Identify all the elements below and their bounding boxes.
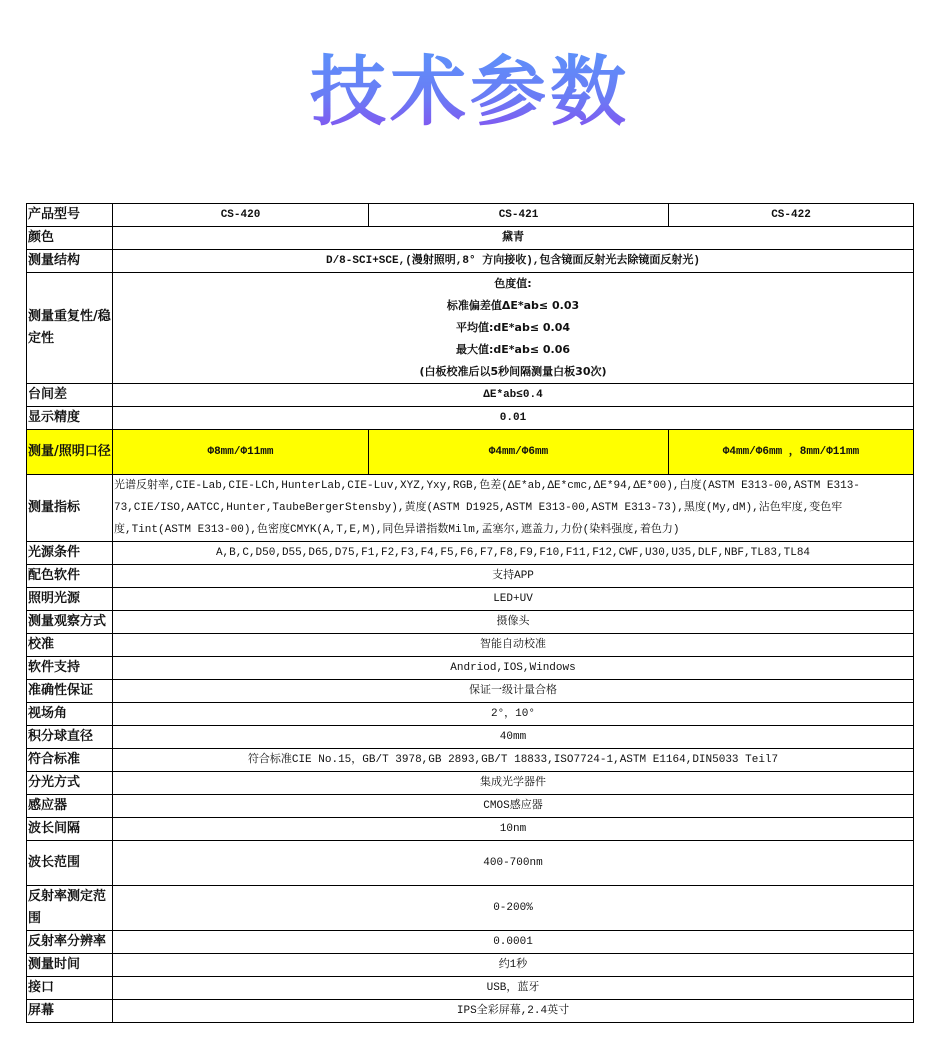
- spec-value: 0-200%: [113, 886, 914, 931]
- spec-row: [27, 726, 914, 749]
- spec-value: 约1秒: [113, 954, 914, 977]
- spec-value: 光谱反射率,CIE-Lab,CIE-LCh,HunterLab,CIE-Luv,XYZ,Yxy,RGB,色差(ΔE*ab,ΔE*cmc,ΔE*94,ΔE*00),白度(ASTM E313-00,ASTM E313-73,CIE/ISO,AATCC,Hunter,TaubeBergerStensby),黄度(ASTM D1925,ASTM E313-00,ASTM E313-73),黑度(My,dM),沾色牢度,变色牢度,Tint(ASTM E313-00),色密度CMYK(A,T,E,M),同色异谱指数Milm,孟塞尔,遮盖力,力份(染料强度,着色力): [113, 475, 914, 542]
- spec-value: [113, 273, 914, 384]
- spec-value: IPS全彩屏幕,2.4英寸: [113, 1000, 914, 1023]
- spec-row: [27, 703, 914, 726]
- spec-label: 测量重复性/稳定性: [27, 273, 113, 384]
- spec-value: 400-700nm: [113, 841, 914, 886]
- spec-value: 0.0001: [113, 931, 914, 954]
- spec-label: 显示精度: [27, 407, 113, 430]
- spec-value: LED+UV: [113, 588, 914, 611]
- spec-row: [27, 407, 914, 430]
- spec-label: 光源条件: [27, 542, 113, 565]
- spec-row: [27, 886, 914, 931]
- spec-row: [27, 680, 914, 703]
- spec-row: [27, 657, 914, 680]
- spec-value: ΔE*ab≤0.4: [113, 384, 914, 407]
- spec-row: [27, 1000, 914, 1023]
- spec-row: [27, 204, 914, 227]
- spec-row: [27, 795, 914, 818]
- spec-row: [27, 931, 914, 954]
- spec-row: [27, 749, 914, 772]
- spec-value: 智能自动校准: [113, 634, 914, 657]
- spec-label: 积分球直径: [27, 726, 113, 749]
- spec-row: [27, 634, 914, 657]
- page-title: 技术参数: [0, 42, 940, 142]
- spec-row: [27, 250, 914, 273]
- spec-row: [27, 430, 914, 475]
- spec-value: A,B,C,D50,D55,D65,D75,F1,F2,F3,F4,F5,F6,F7,F8,F9,F10,F11,F12,CWF,U30,U35,DLF,NBF,TL83,TL84: [113, 542, 914, 565]
- spec-label: 屏幕: [27, 1000, 113, 1023]
- spec-label: 反射率分辨率: [27, 931, 113, 954]
- spec-label: 接口: [27, 977, 113, 1000]
- spec-value: 2°，10°: [113, 703, 914, 726]
- spec-value: CS-420: [113, 204, 369, 227]
- spec-value: 10nm: [113, 818, 914, 841]
- spec-label: 感应器: [27, 795, 113, 818]
- spec-table: [26, 203, 914, 1023]
- spec-label: 照明光源: [27, 588, 113, 611]
- spec-row: [27, 273, 914, 384]
- spec-value: 集成光学器件: [113, 772, 914, 795]
- spec-value: CMOS感应器: [113, 795, 914, 818]
- spec-row: [27, 977, 914, 1000]
- spec-row: [27, 954, 914, 977]
- spec-value: Φ4mm/Φ6mm: [369, 430, 669, 475]
- spec-label: 产品型号: [27, 204, 113, 227]
- spec-row: [27, 772, 914, 795]
- spec-label: 反射率测定范围: [27, 886, 113, 931]
- spec-label: 测量时间: [27, 954, 113, 977]
- spec-row: [27, 542, 914, 565]
- spec-label: 测量结构: [27, 250, 113, 273]
- spec-value-line: 标准偏差值ΔE*ab≤ 0.03: [446, 299, 580, 312]
- spec-value: 黛青: [113, 227, 914, 250]
- spec-label: 配色软件: [27, 565, 113, 588]
- spec-row: [27, 475, 914, 542]
- spec-value-line: (白板校准后以5秒间隔测量白板30次): [419, 365, 607, 378]
- spec-row: [27, 611, 914, 634]
- spec-value-line: 色度值:: [494, 277, 532, 290]
- spec-value: 40mm: [113, 726, 914, 749]
- spec-value: 保证一级计量合格: [113, 680, 914, 703]
- spec-row: [27, 841, 914, 886]
- spec-row: [27, 384, 914, 407]
- spec-value: Andriod,IOS,Windows: [113, 657, 914, 680]
- spec-label: 波长间隔: [27, 818, 113, 841]
- spec-label: 符合标准: [27, 749, 113, 772]
- spec-row: [27, 588, 914, 611]
- spec-value: 支持APP: [113, 565, 914, 588]
- spec-label: 分光方式: [27, 772, 113, 795]
- spec-row: [27, 227, 914, 250]
- spec-label: 台间差: [27, 384, 113, 407]
- spec-row: [27, 565, 914, 588]
- spec-value: CS-422: [669, 204, 914, 227]
- spec-label: 校准: [27, 634, 113, 657]
- spec-value: Φ4mm/Φ6mm ，8mm/Φ11mm: [669, 430, 914, 475]
- spec-label: 测量指标: [27, 475, 113, 542]
- spec-label: 测量观察方式: [27, 611, 113, 634]
- spec-value: USB，蓝牙: [113, 977, 914, 1000]
- spec-value: CS-421: [369, 204, 669, 227]
- spec-label: 软件支持: [27, 657, 113, 680]
- spec-value-line: 平均值:dE*ab≤ 0.04: [455, 321, 571, 334]
- spec-value: Φ8mm/Φ11mm: [113, 430, 369, 475]
- spec-row: [27, 818, 914, 841]
- spec-value: D/8-SCI+SCE,(漫射照明,8° 方向接收),包含镜面反射光去除镜面反射光): [113, 250, 914, 273]
- spec-value: 符合标准CIE No.15，GB/T 3978,GB 2893,GB/T 18833,ISO7724-1,ASTM E1164,DIN5033 Teil7: [113, 749, 914, 772]
- spec-value: 摄像头: [113, 611, 914, 634]
- spec-label: 波长范围: [27, 841, 113, 886]
- spec-value: 0.01: [113, 407, 914, 430]
- spec-label: 测量/照明口径: [27, 430, 113, 475]
- spec-label: 视场角: [27, 703, 113, 726]
- spec-label: 准确性保证: [27, 680, 113, 703]
- spec-label: 颜色: [27, 227, 113, 250]
- spec-value-line: 最大值:dE*ab≤ 0.06: [455, 343, 571, 356]
